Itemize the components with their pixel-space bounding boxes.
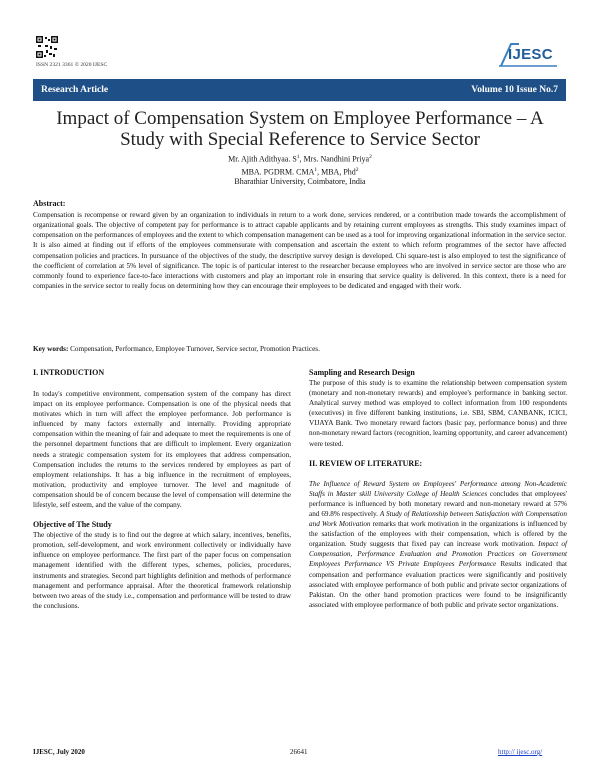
review-text: The Influence of Reward System on Employees' Performance among Non-Academic Staffs in Master skill University College of Health Sciences concludes that employees' performance is influenced by both monetary reward and non-monetary reward at 57% and 69.8% respectively. A Study of Relationship between Satisfaction with Compensation and Work Motivation remarks that work motivation in the organizations is influenced by the satisfaction of the employees with their compensation, which is offered by the organization. Study suggests that fixed pay can increase work motivation. Impact of Compensation, Performance Evaluation and Promotion Practices on Government Employees Performance VS Private Employees Performance Results indicated that compensation and performance evaluation practices were significantly and positively associated with employee performance of both public and private sector organizations of Pakistan. On the other hand promotion practices were found to be insignificantly associated with employee performance of both public and private sector organizations. bbox=[309, 479, 568, 609]
review-heading: II. REVIEW OF LITERATURE: bbox=[309, 458, 423, 468]
issn-line: ISSN 2321 3361 © 2020 IJESC bbox=[36, 62, 108, 68]
paper-title: Impact of Compensation System on Employee Performance – A Study with Special Reference to Service Sector bbox=[56, 108, 544, 150]
sampling-heading: Sampling and Research Design bbox=[309, 368, 415, 377]
qr-code bbox=[36, 36, 58, 58]
intro-heading: I. INTRODUCTION bbox=[33, 368, 105, 377]
author-affiliation: Bharathiar University, Coimbatore, India bbox=[234, 177, 366, 187]
abstract-text: Compensation is recompense or reward given by an organization to individuals in return to a work done, services rendered, or a contribution made towards the accomplishment of organizational goals. The objective of competent pay for performance is to attract capable applicants and by retaining current employees as strengths. This study examines impact of compensation on the performances of employees and the extent to which compensation management can be used as a tool for improving organizational information in the service sector. It is also aimed at finding out if efforts of the employees commensurate with compensation and ascertain the extent to which reform programmes of the sector have affected compensation policies and practices. In pursuance of the objectives of the study, the descriptive survey design is developed. Chi square-test is also employed to test the significance of the coefficient of correlation at 5% level of significance. The topic is of particular interest to the researcher because employees who are involved in service sector are those who are commonly found to experience face-to-face interactions with customers and play an important role in ensuring that service quality is delivered. In this context, there is a need for companies in the service sector to really focus on determining how they can encourage their employees to be dedicated and engaged with their work. bbox=[33, 211, 566, 291]
footer-journal: IJESC, July 2020 bbox=[33, 748, 85, 756]
logo-text: IJESC bbox=[508, 46, 553, 63]
abstract-heading: Abstract: bbox=[33, 199, 66, 208]
keywords-text: Compensation, Performance, Employee Turnover, Service sector, Promotion Practices. bbox=[68, 345, 320, 353]
page-number: 26641 bbox=[290, 748, 308, 756]
author-block bbox=[100, 152, 500, 187]
footer-url-link[interactable]: http:// ijesc.org/ bbox=[498, 748, 543, 756]
volume-issue: Volume 10 Issue No.7 bbox=[471, 85, 558, 95]
article-type: Research Article bbox=[41, 85, 109, 95]
objective-heading: Objective of The Study bbox=[33, 520, 112, 530]
author-names: Mr. Ajith Adithyaa. $S^1$, Mrs. Nandhini Priya$^2$ bbox=[228, 154, 372, 164]
objective-text: The objective of the study is to find out the degree at which salary, incentives, benefits, promotion, self-development, and work environment collectively or individually have influence on employee performance. The first part of the paper focus on compensation management identified with the different types, schemes, policies, procedures, instruments and strategies. Second part highlights definition and methods of performance management and performance appraisal. After the theoretical framework relationship between two areas of the study i.e., compensation and performance will be tested to draw the conclusions. bbox=[33, 531, 291, 610]
author-degrees: MBA. PGDRM. CMA$^1$, MBA, Phd$^2$ bbox=[241, 166, 359, 177]
keywords bbox=[33, 344, 566, 354]
left-column bbox=[33, 368, 291, 611]
intro-text: In today's competitive environment, compensation system of the company has direct impact on its employee performance. Compensation is one of the physical needs that motivates which in turn will affect the employee performance. Job performance is influenced by many factors externally and internally. Providing appropriate compensation within the meaning of fair and adequate to meet the requirements is one of the personnel department functions that are difficult to implement. Every organization needs a strategic compensation system for its employees that address compensation, Compensation includes the returns to the services rendered by employees as part of employment relationships. It has a big influence in the recruitment of employees, motivation, productivity and employee turnover. The level and magnitude of compensation should be of concern because the level of compensation will determine the lifestyle, self esteem, and the value of the company. bbox=[33, 390, 291, 510]
section-banner bbox=[33, 79, 566, 101]
sampling-text: The purpose of this study is to examine the relationship between compensation system (monetary and non-monetary rewards) and employee's performance in banking sector. Analytical survey method was employed to collect information from 100 respondents (executives) in five different banking institutions, i.e. SBI, SBM, CANBANK, ICICI, VIJAYA Bank. Two monetary reward factors (basic pay, performance bonus) and three non-monetary reward factors (recognition, learning opportunity, and career advancement) were tested. bbox=[309, 379, 567, 448]
right-column bbox=[309, 368, 567, 610]
keywords-label: Key words: bbox=[33, 345, 69, 353]
